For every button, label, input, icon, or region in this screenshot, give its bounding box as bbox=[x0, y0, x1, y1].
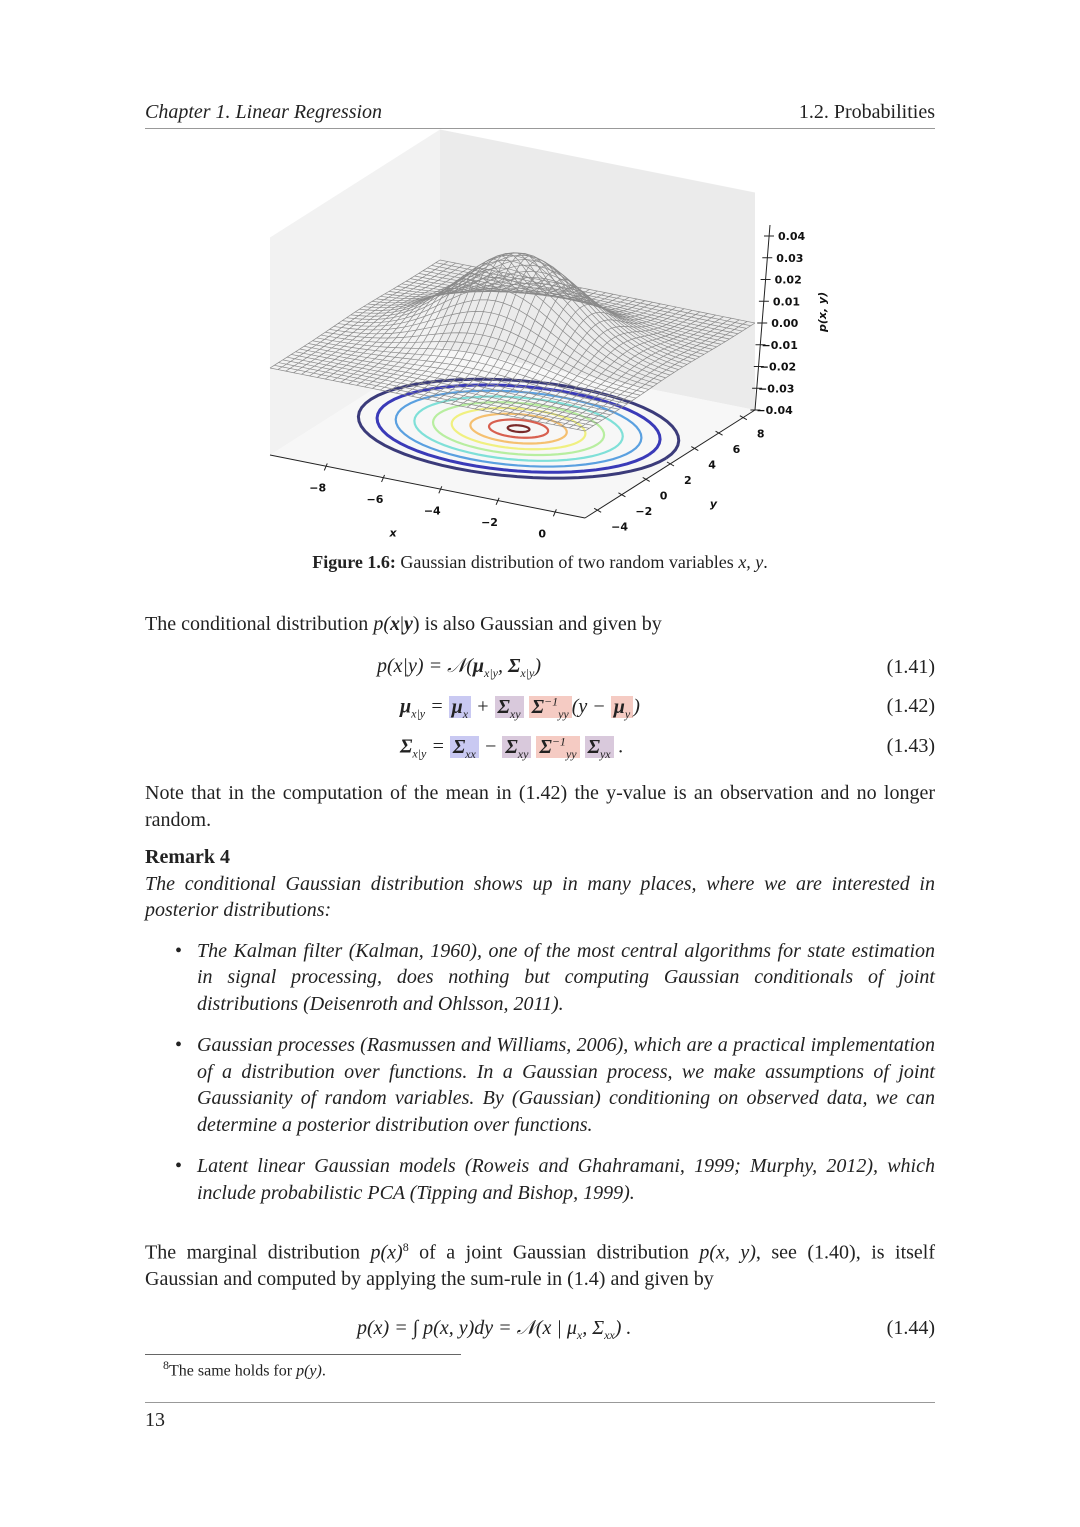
eq-part: yy bbox=[558, 706, 569, 721]
caption-end: . bbox=[763, 552, 768, 572]
y-tick-label: 4 bbox=[708, 458, 716, 472]
body-flow bbox=[145, 780, 935, 1355]
eq-part: xy bbox=[517, 746, 529, 761]
eq-part: yx bbox=[599, 746, 611, 761]
eq-part: xx bbox=[604, 1327, 615, 1342]
highlight-sigma-xy bbox=[495, 695, 524, 721]
caption-text: Gaussian distribution of two random variables bbox=[395, 552, 739, 572]
eq-part: − bbox=[478, 735, 503, 758]
remark-intro: The conditional Gaussian distribution shows up in many places, where we are interested in posterior distributions: bbox=[145, 872, 935, 921]
eq-part: Σ bbox=[539, 735, 552, 758]
footer-rule bbox=[145, 1402, 935, 1403]
equation-1-44 bbox=[357, 1315, 631, 1349]
math: ) bbox=[412, 613, 420, 635]
list-item: • The Kalman filter (Kalman, 1960), one of the most central algorithms for state estimation in signal processing, does nothing but computing Gaussian conditionals of joint distributions (Deisenroth and Ohlsson, 2011). bbox=[145, 938, 935, 1018]
list-item: • Gaussian processes (Rasmussen and Williams, 2006), which are a practical implementation of a distribution over functions. In a Gaussian process, we make assumptions of joint Gaussianity of random variables. By (Gaussian) conditioning on observed data, we can determine a posterior distribution over functions. bbox=[145, 1032, 935, 1138]
x-tick-label: −6 bbox=[366, 492, 384, 506]
highlight-sigma-yy-inv bbox=[536, 734, 579, 761]
eq-part: −1 bbox=[543, 694, 559, 708]
y-tick-label: 6 bbox=[732, 443, 741, 457]
eq-part: ) . bbox=[614, 1316, 632, 1339]
z-tick-label: 0.00 bbox=[771, 317, 799, 330]
eq-part: , bbox=[497, 655, 508, 677]
z-axis-label: p(x, y) bbox=[816, 291, 829, 332]
highlight-sigma-yy-inv bbox=[529, 694, 572, 721]
y-axis-label: y bbox=[709, 497, 718, 511]
z-tick-label: 0.03 bbox=[776, 251, 804, 265]
math: p(x) bbox=[370, 1241, 403, 1264]
text: is also Gaussian and given by bbox=[419, 613, 662, 635]
z-tick-label: 0.02 bbox=[774, 273, 802, 287]
eq-part: , Σ bbox=[582, 1316, 605, 1339]
footnote-rule bbox=[145, 1354, 461, 1355]
text: The same holds for bbox=[169, 1362, 297, 1380]
text: The marginal distribution bbox=[145, 1241, 371, 1264]
y-tick-label: 8 bbox=[756, 427, 765, 441]
math: y bbox=[404, 613, 413, 635]
eq-part: yy bbox=[565, 746, 577, 761]
eq-part: y bbox=[624, 706, 631, 721]
eq-part: ) bbox=[633, 695, 640, 718]
eq-part: . bbox=[613, 735, 624, 758]
highlight-sigma-yx bbox=[585, 735, 614, 761]
eq-part: x bbox=[576, 1327, 583, 1342]
eq-part: = bbox=[426, 735, 450, 758]
highlight-mu-x bbox=[449, 695, 471, 721]
x-tick-label: −2 bbox=[481, 515, 498, 529]
y-tick-label: −4 bbox=[611, 520, 629, 534]
remark-title: Remark 4 bbox=[145, 846, 230, 868]
paragraph-conditional bbox=[145, 611, 935, 638]
running-header-chapter: Chapter 1. Linear Regression bbox=[145, 101, 383, 123]
z-tick-label: 0.04 bbox=[778, 230, 806, 243]
y-tick-label: −2 bbox=[635, 504, 653, 518]
y-tick-label: 2 bbox=[684, 474, 692, 487]
equation-number: (1.41) bbox=[886, 656, 935, 678]
z-tick-label: −0.03 bbox=[758, 382, 795, 396]
equation-1-44-row bbox=[145, 1307, 935, 1355]
equation-1-43 bbox=[400, 734, 624, 762]
figure-gaussian-3d-plot bbox=[0, 0, 1080, 550]
eq-part: Σ bbox=[587, 735, 600, 758]
remark-list bbox=[145, 938, 935, 1207]
text: , see (1.40), is itself Gaussian and computed by applying the sum-rule in (1.4) and given by bbox=[145, 1241, 935, 1291]
footnote bbox=[163, 1358, 326, 1380]
figure-label: Figure 1.6: bbox=[312, 552, 396, 572]
equation-number: (1.44) bbox=[886, 1316, 935, 1339]
equation-1-42 bbox=[400, 694, 640, 722]
paragraph-note: Note that in the computation of the mean in (1.42) the y-value is an observation and no longer random. bbox=[145, 782, 935, 831]
page-number: 13 bbox=[145, 1409, 165, 1431]
x-tick-label: −8 bbox=[309, 481, 327, 495]
figure-caption bbox=[0, 552, 1080, 573]
eq-part: μ bbox=[472, 655, 485, 677]
eq-part: Σ bbox=[452, 735, 466, 758]
eq-part: xx bbox=[465, 746, 476, 761]
equation-1-41 bbox=[377, 655, 541, 681]
equation-number: (1.42) bbox=[886, 695, 935, 717]
z-tick-label: −0.04 bbox=[756, 404, 793, 417]
math: p( bbox=[373, 613, 390, 635]
eq-part: x|y bbox=[411, 706, 426, 721]
caption-math: x, y bbox=[738, 552, 764, 572]
x-tick-label: 0 bbox=[538, 527, 547, 541]
text: The conditional distribution bbox=[145, 613, 374, 635]
eq-part: x bbox=[462, 706, 469, 721]
highlight-sigma-xx bbox=[450, 735, 479, 761]
x-axis-label: x bbox=[389, 526, 397, 540]
footnote-ref[interactable]: 8 bbox=[402, 1240, 409, 1254]
eq-part: Σ bbox=[531, 695, 544, 718]
text: of a joint Gaussian distribution bbox=[408, 1241, 700, 1264]
highlight-sigma-xy bbox=[502, 735, 531, 761]
math: x bbox=[389, 613, 400, 635]
math: p(y) bbox=[296, 1362, 322, 1380]
list-item: • Latent linear Gaussian models (Roweis and Ghahramani, 1999; Murphy, 2012), which include probabilistic PCA (Tipping and Bishop, 1999). bbox=[145, 1153, 935, 1206]
eq-part: Σ bbox=[505, 735, 518, 758]
eq-part: p(x|y) = 𝒩( bbox=[377, 655, 473, 677]
x-tick-label: −4 bbox=[423, 504, 441, 518]
z-tick-label: −0.01 bbox=[761, 338, 798, 352]
eq-part: x|y bbox=[412, 746, 427, 761]
eq-part: + bbox=[471, 695, 495, 718]
eq-part: x|y bbox=[484, 666, 498, 680]
math: | bbox=[399, 613, 404, 635]
eq-part: −1 bbox=[551, 734, 566, 748]
footnote-mark: 8 bbox=[163, 1358, 169, 1372]
eq-part: p(x) = ∫ p(x, y)dy = 𝒩(x | μ bbox=[357, 1316, 577, 1339]
y-tick-label: 0 bbox=[659, 489, 668, 503]
text: . bbox=[321, 1362, 326, 1380]
eq-part: Σ bbox=[507, 655, 521, 677]
highlight-mu-y bbox=[611, 695, 633, 721]
z-tick-label: −0.02 bbox=[759, 360, 797, 374]
eq-part: (y − bbox=[571, 695, 611, 718]
eq-part: = bbox=[425, 695, 449, 718]
math: p(x, y) bbox=[699, 1241, 756, 1264]
eq-part: μ bbox=[613, 695, 625, 718]
running-header-section: 1.2. Probabilities bbox=[798, 101, 935, 123]
eq-part: μ bbox=[451, 695, 463, 718]
eq-part: xy bbox=[509, 706, 521, 721]
eq-part: Σ bbox=[400, 735, 413, 758]
eq-part: Σ bbox=[497, 695, 510, 718]
paragraph-marginal bbox=[145, 1234, 935, 1293]
z-tick-label: 0.01 bbox=[772, 295, 801, 309]
eq-part: μ bbox=[400, 695, 412, 718]
eq-part: x|y bbox=[520, 666, 535, 680]
eq-part: ) bbox=[534, 655, 541, 677]
equation-number: (1.43) bbox=[886, 735, 935, 757]
